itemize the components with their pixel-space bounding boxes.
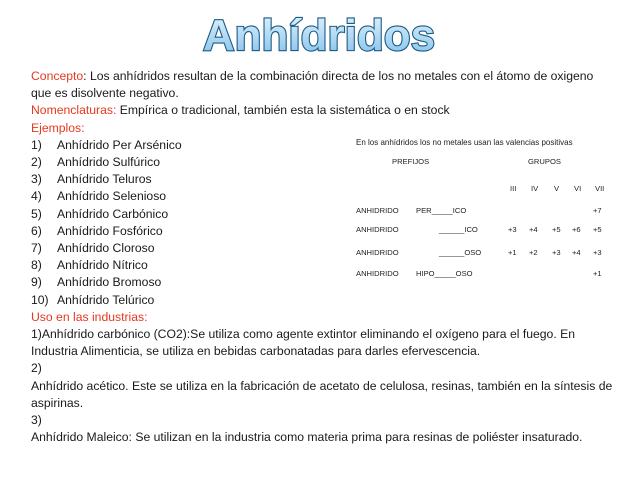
example-number: 2) <box>31 155 42 170</box>
page-title <box>0 0 638 60</box>
concept-paragraph <box>31 68 616 102</box>
row-value: +5 <box>552 225 561 234</box>
row-value: +7 <box>593 206 602 215</box>
example-number: 4) <box>31 189 42 204</box>
nomenclature-label: Nomenclaturas: <box>31 103 117 118</box>
row-value: +5 <box>593 225 602 234</box>
use-item-1-text: 1)Anhídrido carbónico (CO2):Se utiliza como agente extintor eliminando el oxígeno para el fuego. En Industria Alimenticia, se utiliza en bebidas carbonatadas para darles efervescencia. <box>31 327 576 359</box>
row-value: +4 <box>572 248 581 257</box>
row-prefix: HIPO_____OSO <box>416 269 473 278</box>
example-number: 8) <box>31 258 42 273</box>
row-name: ANHIDRIDO <box>356 225 399 234</box>
row-value: +6 <box>572 225 581 234</box>
table-groups-header: GRUPOS <box>528 157 561 166</box>
row-value: +1 <box>593 269 602 278</box>
example-text: Anhídrido Per Arsénico <box>57 137 182 152</box>
row-value: +1 <box>508 248 517 257</box>
nomenclature-paragraph <box>31 102 616 119</box>
row-prefix: ______OSO <box>439 248 482 257</box>
valence-table <box>352 138 610 284</box>
row-value: +3 <box>593 248 602 257</box>
title-text: Anhídridos <box>202 11 436 60</box>
example-number: 1) <box>31 137 42 152</box>
example-text: Anhídrido Selenioso <box>57 189 167 204</box>
example-text: Anhídrido Carbónico <box>57 206 169 221</box>
use-item-3-number: 3) <box>31 413 42 428</box>
row-name: ANHIDRIDO <box>356 206 399 215</box>
concept-label: Concepto <box>31 69 84 83</box>
nomenclature-text: Empírica o tradicional, también esta la sistemática o en stock <box>116 103 450 118</box>
group-header: IV <box>531 184 539 193</box>
group-header: VI <box>574 184 582 193</box>
title-wordart <box>199 6 439 60</box>
row-value: +2 <box>529 248 538 257</box>
uses-label: Uso en las industrias: <box>31 309 148 324</box>
table-prefix-header: PREFIJOS <box>392 157 430 166</box>
row-name: ANHIDRIDO <box>356 248 399 257</box>
group-header: III <box>510 184 517 193</box>
use-item-3 <box>31 429 616 446</box>
example-number: 10) <box>31 292 49 307</box>
example-number: 7) <box>31 241 42 256</box>
example-text: Anhídrido Cloroso <box>57 241 155 256</box>
use-item-2 <box>31 378 616 412</box>
row-prefix: PER_____ICO <box>416 206 467 215</box>
use-item-1 <box>31 326 616 360</box>
example-number: 6) <box>31 223 42 238</box>
example-text: Anhídrido Teluros <box>57 172 152 187</box>
row-prefix: ______ICO <box>439 225 478 234</box>
row-value: +3 <box>552 248 561 257</box>
example-number: 3) <box>31 172 42 187</box>
example-text: Anhídrido Nítrico <box>57 258 148 273</box>
example-item <box>31 292 616 309</box>
group-header: VII <box>595 184 605 193</box>
use-item-2-number: 2) <box>31 361 42 376</box>
example-number: 9) <box>31 275 42 290</box>
example-text: Anhídrido Fosfórico <box>57 223 163 238</box>
row-value: +3 <box>508 225 517 234</box>
examples-label: Ejemplos: <box>31 120 85 135</box>
group-header: V <box>554 184 560 193</box>
row-value: +4 <box>529 225 538 234</box>
table-heading: En los anhídridos los no metales usan las valencias positivas <box>356 138 573 147</box>
example-text: Anhídrido Telúrico <box>57 292 155 307</box>
example-text: Anhídrido Sulfúrico <box>57 155 160 170</box>
concept-text: : Los anhídridos resultan de la combinación directa de los no metales con el átomo de oxigeno que es disolvente negativo. <box>31 69 594 101</box>
example-text: Anhídrido Bromoso <box>57 275 162 290</box>
example-number: 5) <box>31 206 42 221</box>
row-name: ANHIDRIDO <box>356 269 399 278</box>
use-item-3-text: Anhídrido Maleico: Se utilizan en la industria como materia prima para resinas de poliéster insaturado. <box>31 430 583 445</box>
use-item-2-text: Anhídrido acético. Este se utiliza en la fabricación de acetato de celulosa, resinas, también en la síntesis de aspirinas. <box>31 378 613 410</box>
